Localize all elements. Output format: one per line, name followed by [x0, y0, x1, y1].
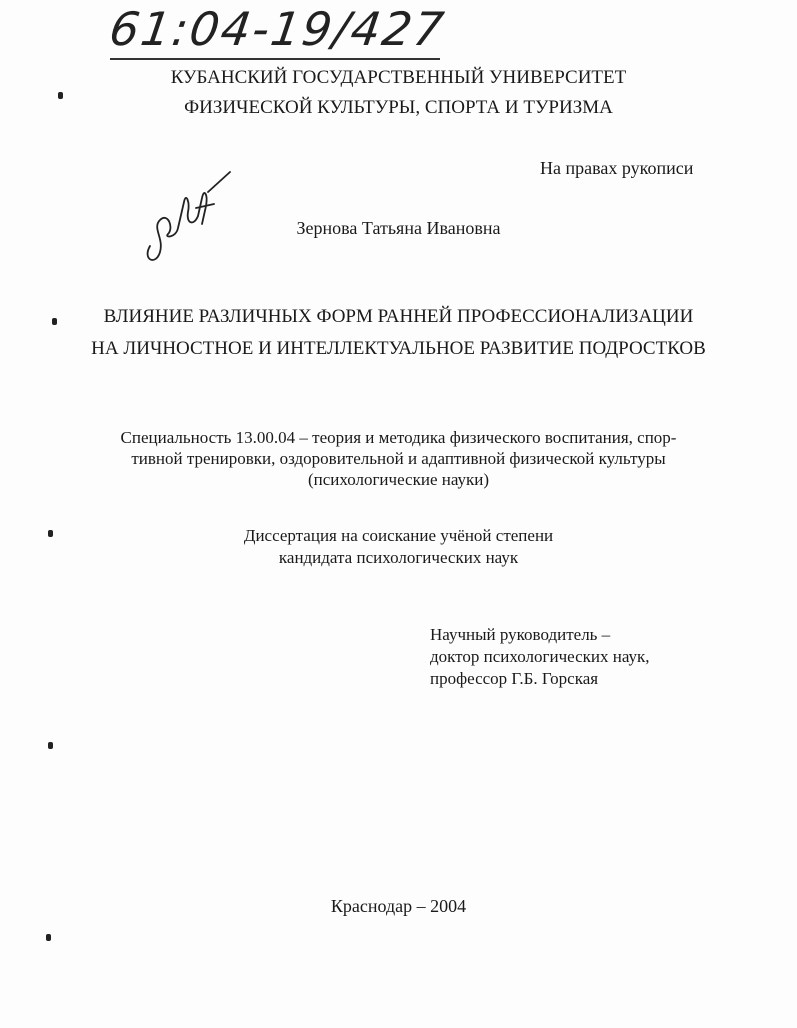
university-name-line2: ФИЗИЧЕСКОЙ КУЛЬТУРЫ, СПОРТА И ТУРИЗМА	[184, 97, 613, 118]
specialty-line1: Специальность 13.00.04 – теория и методика физического воспитания, спор-	[120, 428, 677, 447]
supervisor-line2: доктор психологических наук,	[430, 647, 650, 666]
scan-mark	[48, 742, 53, 749]
author-name: Зернова Татьяна Ивановна	[296, 218, 501, 238]
supervisor-line1: Научный руководитель –	[430, 625, 611, 644]
city-year: Краснодар – 2004	[330, 896, 467, 916]
dissertation-title-line2: НА ЛИЧНОСТНОЕ И ИНТЕЛЛЕКТУАЛЬНОЕ РАЗВИТИЕ ПОДРОСТКОВ	[91, 338, 706, 359]
supervisor-line3: профессор Г.Б. Горская	[430, 669, 599, 688]
dissertation-title-line1: ВЛИЯНИЕ РАЗЛИЧНЫХ ФОРМ РАННЕЙ ПРОФЕССИОНАЛИЗАЦИИ	[103, 306, 694, 327]
specialty-line2: тивной тренировки, оздоровительной и адаптивной физической культуры	[131, 449, 666, 468]
degree-line2: кандидата психологических наук	[278, 548, 519, 567]
degree-line1: Диссертация на соискание учёной степени	[243, 526, 554, 545]
archive-code-underline	[110, 58, 440, 60]
scan-mark	[46, 934, 51, 941]
specialty-line3: (психологические науки)	[307, 470, 490, 489]
scan-mark	[58, 92, 63, 99]
archive-code: 61:04-19/427	[106, 2, 449, 56]
university-name-line1: КУБАНСКИЙ ГОСУДАРСТВЕННЫЙ УНИВЕРСИТЕТ	[170, 67, 627, 88]
rights-note: На правах рукописи	[540, 158, 694, 178]
